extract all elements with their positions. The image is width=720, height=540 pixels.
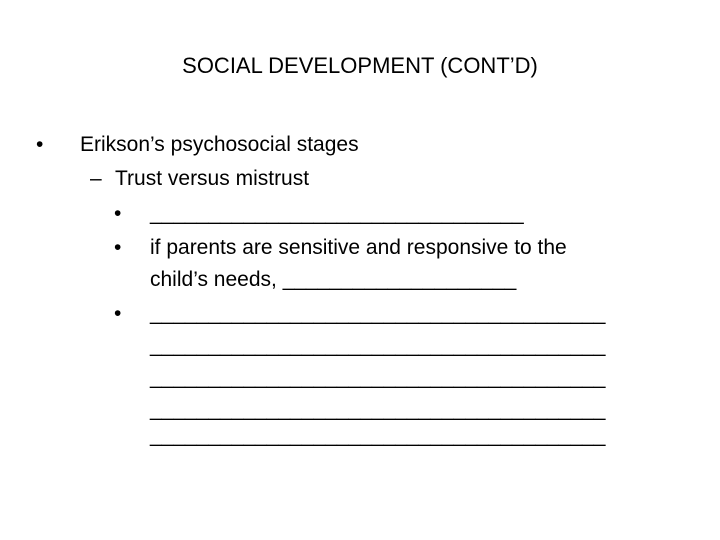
blank-line: _______________________________________	[150, 366, 606, 389]
list-item-parents-cont: child’s needs, ____________________	[150, 268, 517, 291]
blank-line: ________________________________	[150, 202, 524, 225]
bullet-level3: •	[114, 202, 122, 225]
blank-line: _______________________________________	[150, 424, 606, 447]
list-item-parents: if parents are sensitive and responsive to the	[150, 236, 567, 259]
slide-title: SOCIAL DEVELOPMENT (CONT’D)	[182, 53, 538, 78]
bullet-level3: •	[114, 302, 122, 325]
bullet-level3: •	[114, 236, 122, 259]
blank-line: _______________________________________	[150, 302, 606, 325]
list-item-erikson: Erikson’s psychosocial stages	[80, 133, 359, 156]
bullet-level1: •	[36, 133, 44, 156]
dash-level2: –	[90, 167, 102, 190]
blank-line: _______________________________________	[150, 398, 606, 421]
list-item-trust: Trust versus mistrust	[115, 167, 310, 190]
blank-line: _______________________________________	[150, 334, 606, 357]
